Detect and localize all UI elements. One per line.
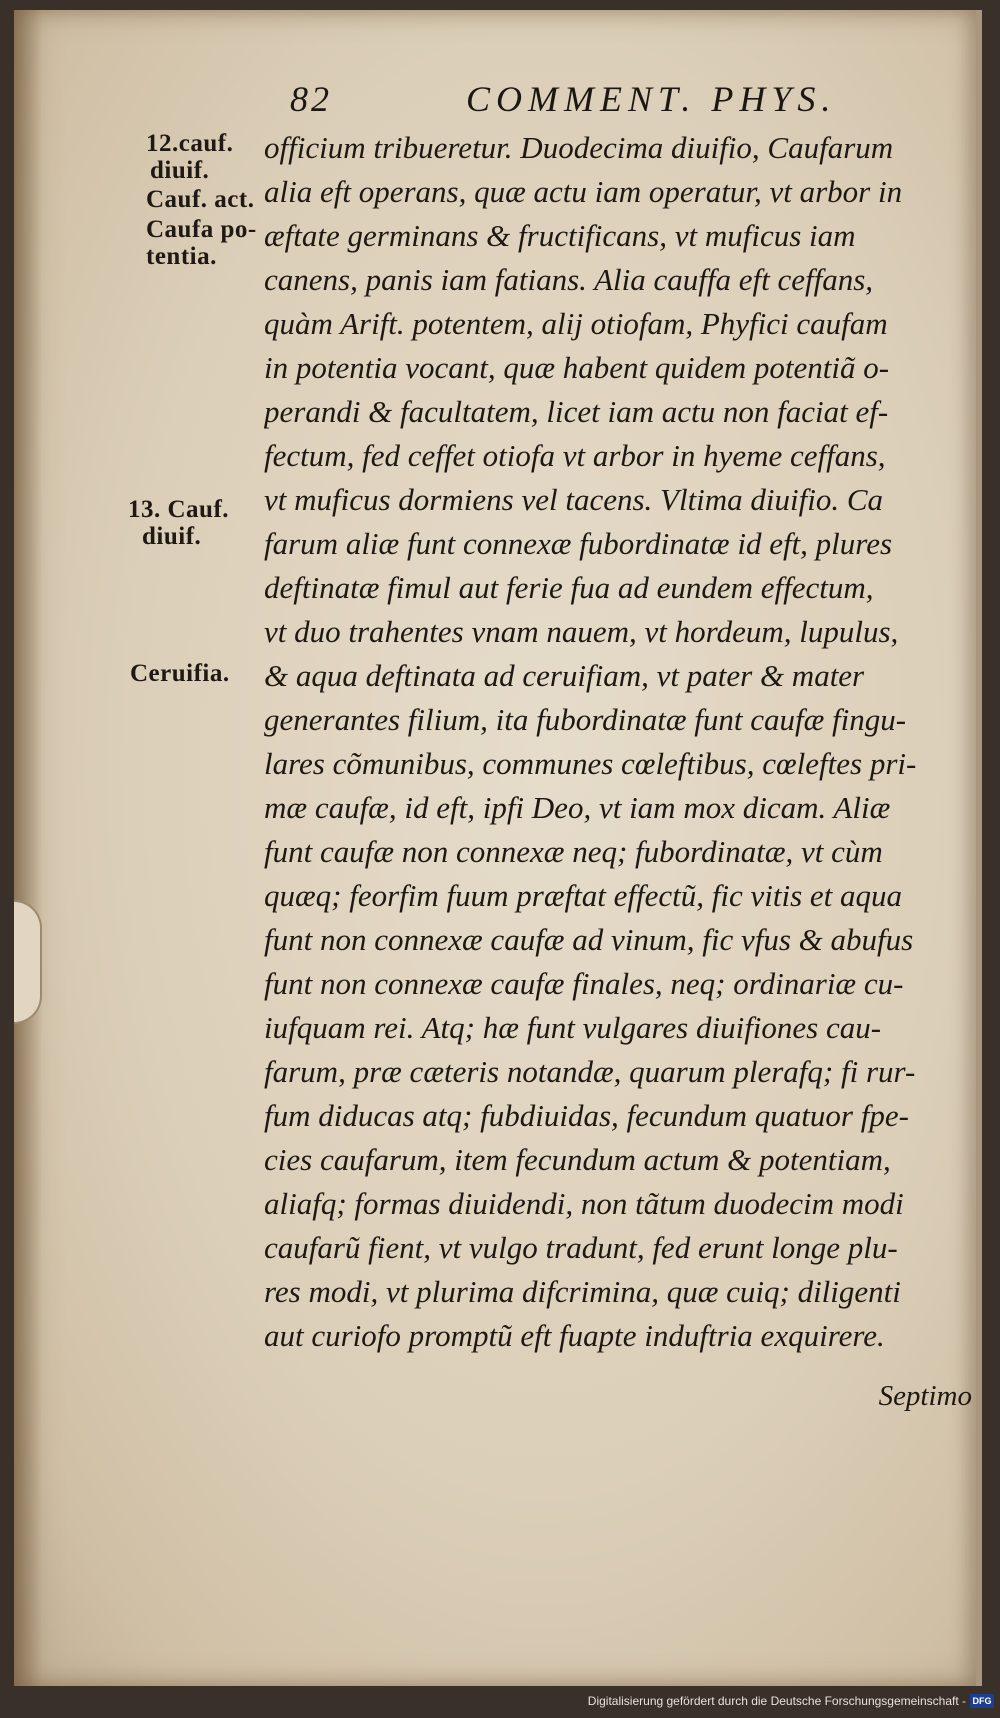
text-line: officium tribueretur. Duodecima diuifio, Caufarum [264,130,894,165]
text-line: æftate germinans & fructificans, vt muficus iam [264,218,856,253]
text-line: farum, præ cæteris notandæ, quarum plerafq; fi rur- [264,1054,916,1089]
running-title: COMMENT. PHYS. [466,79,837,119]
page-number: 82 [290,79,332,119]
dfg-logo-icon: DFG [970,1694,994,1708]
margin-note: Caufa po- tentia. [146,216,257,270]
text-line: aliafq; formas diuidendi, non tãtum duodecim modi [264,1186,904,1221]
text-line: funt non connexæ caufæ ad vinum, fic vfus & abufus [264,922,914,957]
catchword: Septimo [878,1380,972,1412]
funding-credit: Digitalisierung gefördert durch die Deutsche Forschungsgemeinschaft - [587,1694,966,1708]
margin-note: 12.cauf. diuif. [146,130,234,184]
text-line: & aqua deftinata ad ceruifiam, vt pater & mater [264,658,865,693]
text-line: perandi & facultatem, licet iam actu non faciat ef- [264,394,889,429]
page-gutter-shadow [14,10,42,1686]
text-line: mæ caufæ, id eft, ipfi Deo, vt iam mox dicam. Aliæ [264,790,891,825]
running-head [290,78,890,124]
text-line: caufarũ fient, vt vulgo tradunt, fed erunt longe plu- [264,1230,898,1265]
text-line: quàm Arift. potentem, alij otiofam, Phyfici caufam [264,306,888,341]
text-line: fum diducas atq; fubdiuidas, fecundum quatuor fpe- [264,1098,909,1133]
text-line: vt muficus dormiens vel tacens. Vltima diuifio. Ca [264,482,884,517]
text-line: canens, panis iam fatians. Alia cauffa eft ceffans, [264,262,874,297]
text-line: deftinatæ fimul aut ferie fua ad eundem effectum, [264,570,874,605]
text-line: farum aliæ funt connexæ fubordinatæ id eft, plures [264,526,893,561]
page-tab-mark [14,900,42,1024]
text-line: fectum, fed ceffet otiofa vt arbor in hyeme ceffans, [264,438,886,473]
text-line: funt non connexæ caufæ finales, neq; ordinariæ cu- [264,966,904,1001]
text-line: generantes filium, ita fubordinatæ funt caufæ fingu- [264,702,907,737]
text-line: aut curiofo promptũ eft fuapte induftria exquirere. [264,1318,885,1353]
text-line: res modi, vt plurima difcrimina, quæ cuiq; diligenti [264,1274,901,1309]
text-line: quæq; feorfim fuum præftat effectũ, fic vitis et aqua [264,878,903,913]
margin-note: Cauf. act. [146,186,255,213]
text-line: in potentia vocant, quæ habent quidem potentiã o- [264,350,890,385]
text-line: iufquam rei. Atq; hæ funt vulgares diuifiones cau- [264,1010,882,1045]
text-line: lares cõmunibus, communes cœleftibus, cœleftes pri- [264,746,917,781]
digitization-footer [0,1686,1000,1708]
text-line: alia eft operans, quæ actu iam operatur, vt arbor in [264,174,903,209]
margin-note: 13. Cauf. diuif. [128,496,230,550]
text-line: vt duo trahentes vnam nauem, vt hordeum, lupulus, [264,614,899,649]
margin-note: Ceruifia. [130,660,230,687]
text-line: funt caufæ non connexæ neq; fubordinatæ, vt cùm [264,834,883,869]
body-text [264,126,976,1358]
text-line: cies caufarum, item fecundum actum & potentiam, [264,1142,891,1177]
